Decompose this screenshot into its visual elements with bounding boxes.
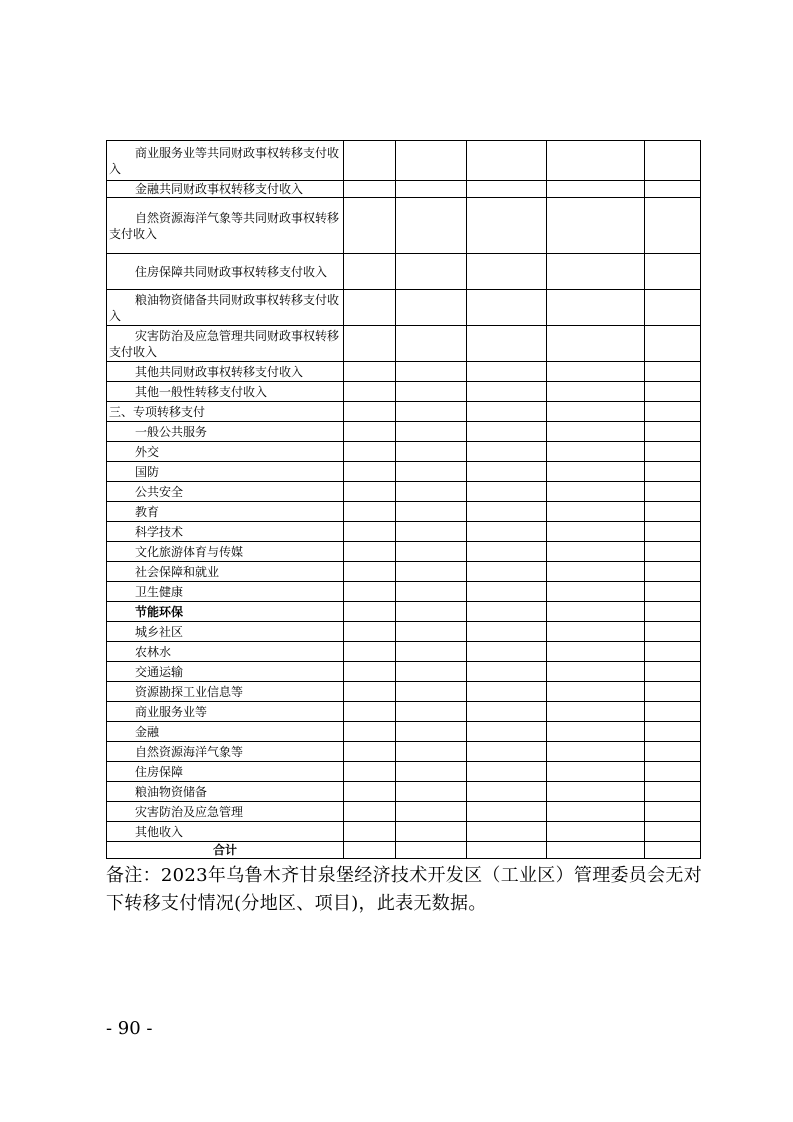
value-cell xyxy=(467,842,547,859)
value-cell xyxy=(547,402,645,422)
value-cell xyxy=(396,422,467,442)
value-cell xyxy=(645,181,701,198)
row-label: 一般公共服务 xyxy=(135,424,208,439)
value-cell xyxy=(344,662,396,682)
table-row xyxy=(107,562,701,582)
value-cell xyxy=(396,181,467,198)
value-cell xyxy=(467,402,547,422)
value-cell xyxy=(396,141,467,181)
value-cell xyxy=(396,642,467,662)
table-row xyxy=(107,842,701,859)
table-row xyxy=(107,722,701,742)
value-cell xyxy=(344,782,396,802)
value-cell xyxy=(344,326,396,362)
value-cell xyxy=(396,326,467,362)
value-cell xyxy=(547,742,645,762)
table-row xyxy=(107,442,701,462)
row-label: 卫生健康 xyxy=(135,584,184,599)
value-cell xyxy=(344,582,396,602)
value-cell xyxy=(344,622,396,642)
value-cell xyxy=(467,682,547,702)
value-cell xyxy=(645,742,701,762)
table-row xyxy=(107,762,701,782)
row-label-cell xyxy=(107,422,344,442)
value-cell xyxy=(645,362,701,382)
row-label: 资源勘探工业信息等 xyxy=(135,684,244,699)
value-cell xyxy=(396,622,467,642)
row-label-cell xyxy=(107,822,344,842)
value-cell xyxy=(467,442,547,462)
value-cell xyxy=(645,702,701,722)
table-row xyxy=(107,822,701,842)
table-row xyxy=(107,522,701,542)
value-cell xyxy=(467,782,547,802)
value-cell xyxy=(396,290,467,326)
value-cell xyxy=(344,462,396,482)
value-cell xyxy=(547,462,645,482)
value-cell xyxy=(547,290,645,326)
value-cell xyxy=(396,462,467,482)
value-cell xyxy=(396,582,467,602)
value-cell xyxy=(344,722,396,742)
table-row xyxy=(107,742,701,762)
value-cell xyxy=(547,662,645,682)
row-label: 金融 xyxy=(135,724,160,739)
row-label: 三、专项转移支付 xyxy=(109,404,206,419)
row-label-cell xyxy=(107,802,344,822)
value-cell xyxy=(467,662,547,682)
value-cell xyxy=(396,742,467,762)
transfer-payment-table xyxy=(106,140,701,859)
value-cell xyxy=(396,482,467,502)
table-row xyxy=(107,502,701,522)
value-cell xyxy=(467,562,547,582)
row-label: 公共安全 xyxy=(135,484,184,499)
value-cell xyxy=(396,662,467,682)
value-cell xyxy=(467,582,547,602)
value-cell xyxy=(645,822,701,842)
value-cell xyxy=(344,502,396,522)
value-cell xyxy=(547,722,645,742)
table-row xyxy=(107,462,701,482)
value-cell xyxy=(547,422,645,442)
value-cell xyxy=(467,141,547,181)
row-label-cell xyxy=(107,290,344,326)
value-cell xyxy=(547,181,645,198)
table-row xyxy=(107,542,701,562)
value-cell xyxy=(547,822,645,842)
row-label: 交通运输 xyxy=(135,664,184,679)
value-cell xyxy=(645,290,701,326)
value-cell xyxy=(645,662,701,682)
row-label-cell xyxy=(107,198,344,254)
row-label: 住房保障共同财政事权转移支付收入 xyxy=(135,264,328,279)
row-label: 社会保障和就业 xyxy=(135,564,220,579)
table-row xyxy=(107,602,701,622)
value-cell xyxy=(396,442,467,462)
value-cell xyxy=(344,702,396,722)
value-cell xyxy=(396,362,467,382)
value-cell xyxy=(467,326,547,362)
row-label: 其他一般性转移支付收入 xyxy=(135,384,268,399)
table-row xyxy=(107,362,701,382)
value-cell xyxy=(344,482,396,502)
value-cell xyxy=(467,382,547,402)
row-label-cell xyxy=(107,502,344,522)
row-label-cell xyxy=(107,702,344,722)
page-number: - 90 - xyxy=(106,1018,153,1039)
value-cell xyxy=(467,254,547,290)
row-label-cell xyxy=(107,402,344,422)
row-label-cell xyxy=(107,382,344,402)
value-cell xyxy=(396,842,467,859)
row-label-cell xyxy=(107,722,344,742)
row-label: 教育 xyxy=(135,504,160,519)
value-cell xyxy=(467,502,547,522)
value-cell xyxy=(645,622,701,642)
value-cell xyxy=(396,762,467,782)
table-row xyxy=(107,382,701,402)
value-cell xyxy=(467,362,547,382)
table-row xyxy=(107,782,701,802)
value-cell xyxy=(547,542,645,562)
value-cell xyxy=(344,822,396,842)
value-cell xyxy=(396,722,467,742)
value-cell xyxy=(645,422,701,442)
value-cell xyxy=(467,802,547,822)
value-cell xyxy=(467,602,547,622)
row-label-cell xyxy=(107,326,344,362)
value-cell xyxy=(344,642,396,662)
value-cell xyxy=(344,682,396,702)
value-cell xyxy=(467,290,547,326)
value-cell xyxy=(344,522,396,542)
table-row xyxy=(107,290,701,326)
value-cell xyxy=(344,141,396,181)
row-label-cell xyxy=(107,602,344,622)
table-row xyxy=(107,326,701,362)
value-cell xyxy=(467,742,547,762)
value-cell xyxy=(396,254,467,290)
row-label: 商业服务业等 xyxy=(135,704,208,719)
value-cell xyxy=(645,722,701,742)
value-cell xyxy=(344,181,396,198)
value-cell xyxy=(396,822,467,842)
row-label-cell xyxy=(107,522,344,542)
value-cell xyxy=(344,802,396,822)
value-cell xyxy=(645,382,701,402)
row-label-cell xyxy=(107,181,344,198)
value-cell xyxy=(547,842,645,859)
value-cell xyxy=(547,362,645,382)
row-label-cell xyxy=(107,254,344,290)
value-cell xyxy=(467,522,547,542)
value-cell xyxy=(344,762,396,782)
row-label: 灾害防治及应急管理共同财政事权转移支付收入 xyxy=(109,328,340,359)
value-cell xyxy=(547,254,645,290)
row-label-cell xyxy=(107,462,344,482)
value-cell xyxy=(645,141,701,181)
row-label-cell xyxy=(107,782,344,802)
value-cell xyxy=(396,782,467,802)
value-cell xyxy=(645,502,701,522)
value-cell xyxy=(547,141,645,181)
value-cell xyxy=(396,802,467,822)
value-cell xyxy=(396,502,467,522)
row-label-cell xyxy=(107,762,344,782)
table-row xyxy=(107,642,701,662)
value-cell xyxy=(396,542,467,562)
row-label-cell xyxy=(107,582,344,602)
row-label: 自然资源海洋气象等共同财政事权转移支付收入 xyxy=(109,210,340,241)
row-label: 节能环保 xyxy=(135,604,184,619)
value-cell xyxy=(344,382,396,402)
value-cell xyxy=(645,482,701,502)
value-cell xyxy=(547,326,645,362)
row-label: 科学技术 xyxy=(135,524,184,539)
row-label: 粮油物资储备共同财政事权转移支付收入 xyxy=(109,292,340,323)
value-cell xyxy=(645,682,701,702)
value-cell xyxy=(344,402,396,422)
value-cell xyxy=(467,462,547,482)
value-cell xyxy=(467,181,547,198)
value-cell xyxy=(547,482,645,502)
table-row xyxy=(107,662,701,682)
value-cell xyxy=(547,602,645,622)
value-cell xyxy=(645,522,701,542)
value-cell xyxy=(467,762,547,782)
value-cell xyxy=(344,602,396,622)
row-label-cell xyxy=(107,622,344,642)
row-label: 商业服务业等共同财政事权转移支付收入 xyxy=(109,145,340,176)
value-cell xyxy=(396,198,467,254)
row-label-cell xyxy=(107,141,344,181)
row-label: 其他收入 xyxy=(135,824,184,839)
value-cell xyxy=(467,622,547,642)
value-cell xyxy=(645,442,701,462)
value-cell xyxy=(547,198,645,254)
value-cell xyxy=(396,402,467,422)
row-label-cell xyxy=(107,442,344,462)
table-row xyxy=(107,702,701,722)
value-cell xyxy=(467,542,547,562)
row-label: 粮油物资储备 xyxy=(135,784,208,799)
value-cell xyxy=(645,326,701,362)
row-label: 灾害防治及应急管理 xyxy=(135,804,244,819)
value-cell xyxy=(645,582,701,602)
value-cell xyxy=(467,722,547,742)
value-cell xyxy=(547,582,645,602)
value-cell xyxy=(344,198,396,254)
row-label: 其他共同财政事权转移支付收入 xyxy=(135,364,304,379)
row-label-cell xyxy=(107,662,344,682)
row-label: 自然资源海洋气象等 xyxy=(135,744,244,759)
table-row xyxy=(107,582,701,602)
value-cell xyxy=(344,442,396,462)
row-label-cell xyxy=(107,642,344,662)
row-label: 外交 xyxy=(135,444,160,459)
value-cell xyxy=(396,522,467,542)
table-row xyxy=(107,254,701,290)
row-label-cell xyxy=(107,682,344,702)
value-cell xyxy=(396,382,467,402)
row-label: 合计 xyxy=(212,843,237,857)
row-label: 文化旅游体育与传媒 xyxy=(135,544,244,559)
table-row xyxy=(107,198,701,254)
value-cell xyxy=(467,482,547,502)
row-label-cell xyxy=(107,742,344,762)
value-cell xyxy=(547,682,645,702)
row-label-cell xyxy=(107,562,344,582)
value-cell xyxy=(467,702,547,722)
value-cell xyxy=(344,562,396,582)
table-row xyxy=(107,482,701,502)
row-label: 住房保障 xyxy=(135,764,184,779)
value-cell xyxy=(547,642,645,662)
table-row xyxy=(107,181,701,198)
value-cell xyxy=(645,198,701,254)
row-label: 农林水 xyxy=(135,644,172,659)
table-row xyxy=(107,622,701,642)
value-cell xyxy=(547,382,645,402)
row-label-cell xyxy=(107,362,344,382)
value-cell xyxy=(344,842,396,859)
value-cell xyxy=(547,562,645,582)
value-cell xyxy=(547,522,645,542)
value-cell xyxy=(547,702,645,722)
value-cell xyxy=(396,602,467,622)
value-cell xyxy=(396,562,467,582)
value-cell xyxy=(645,254,701,290)
value-cell xyxy=(645,842,701,859)
table-row xyxy=(107,682,701,702)
value-cell xyxy=(467,422,547,442)
table-note: 备注：2023年乌鲁木齐甘泉堡经济技术开发区（工业区）管理委员会无对下转移支付情况(分地区、项目)，此表无数据。 xyxy=(106,865,703,914)
value-cell xyxy=(645,762,701,782)
value-cell xyxy=(344,254,396,290)
value-cell xyxy=(645,462,701,482)
value-cell xyxy=(645,562,701,582)
row-label: 城乡社区 xyxy=(135,624,184,639)
value-cell xyxy=(547,802,645,822)
value-cell xyxy=(396,702,467,722)
value-cell xyxy=(344,290,396,326)
row-label-cell xyxy=(107,482,344,502)
value-cell xyxy=(467,822,547,842)
table-row xyxy=(107,422,701,442)
value-cell xyxy=(645,402,701,422)
value-cell xyxy=(645,782,701,802)
value-cell xyxy=(547,502,645,522)
value-cell xyxy=(547,762,645,782)
value-cell xyxy=(547,782,645,802)
value-cell xyxy=(396,682,467,702)
value-cell xyxy=(645,802,701,822)
table-body xyxy=(107,141,701,859)
value-cell xyxy=(344,422,396,442)
row-label-cell xyxy=(107,842,344,859)
row-label: 国防 xyxy=(135,464,160,479)
row-label-cell xyxy=(107,542,344,562)
value-cell xyxy=(344,542,396,562)
value-cell xyxy=(467,198,547,254)
value-cell xyxy=(344,742,396,762)
value-cell xyxy=(645,542,701,562)
value-cell xyxy=(547,622,645,642)
table-row xyxy=(107,802,701,822)
value-cell xyxy=(645,602,701,622)
value-cell xyxy=(344,362,396,382)
table-row xyxy=(107,141,701,181)
value-cell xyxy=(467,642,547,662)
row-label: 金融共同财政事权转移支付收入 xyxy=(135,182,304,196)
table-row xyxy=(107,402,701,422)
value-cell xyxy=(547,442,645,462)
value-cell xyxy=(645,642,701,662)
